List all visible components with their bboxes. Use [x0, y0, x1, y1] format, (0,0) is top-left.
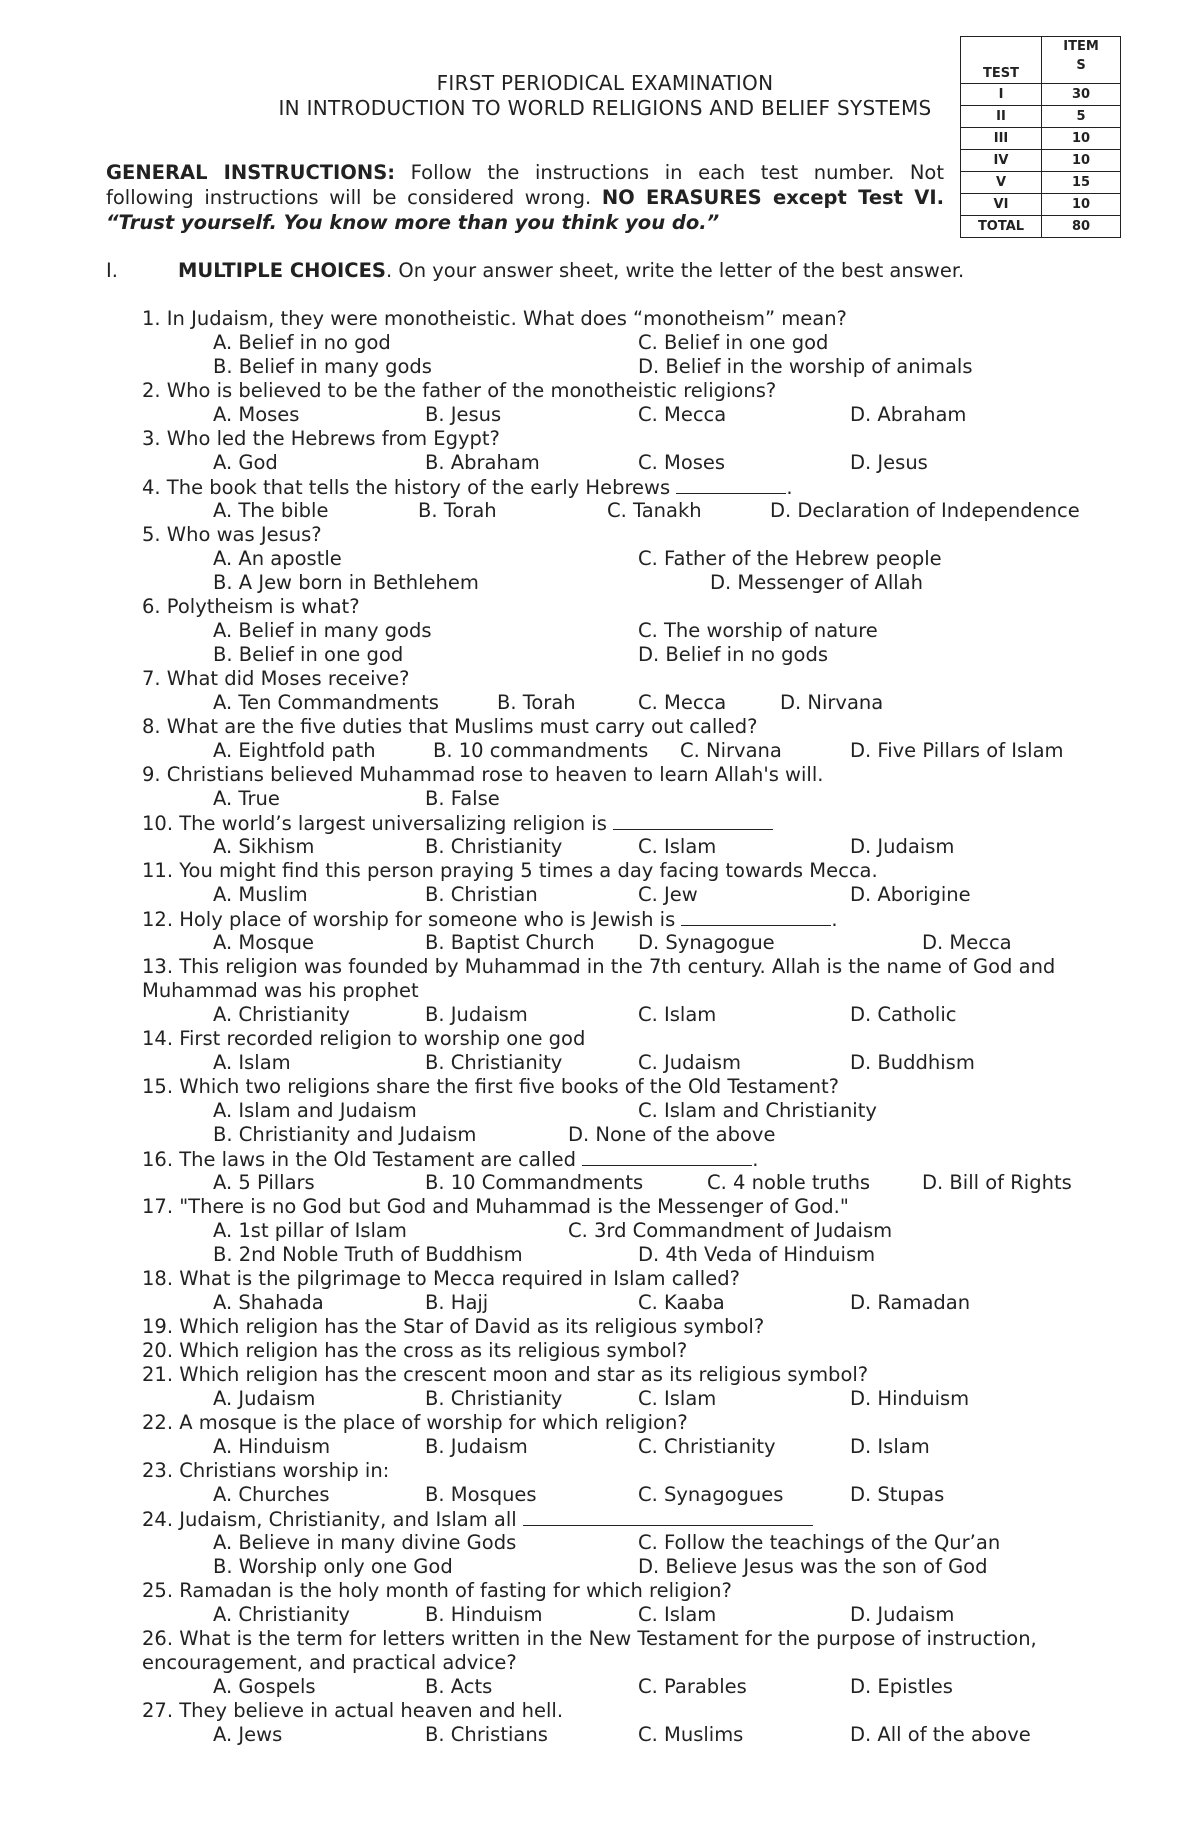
answer-blank — [613, 811, 773, 830]
answer-choice: A. Believe in many divine Gods — [213, 1531, 517, 1554]
answer-choice: A. Shahada — [213, 1291, 324, 1314]
answer-choice: B. Christian — [425, 883, 538, 906]
instructions-label: GENERAL INSTRUCTIONS: — [106, 161, 396, 184]
answer-choice: A. 5 Pillars — [213, 1171, 315, 1194]
instructions-no-erasures: NO ERASURES except Test VI. — [601, 186, 944, 209]
question-text: 3. Who led the Hebrews from Egypt? — [142, 427, 500, 450]
answer-choice: A. Jews — [213, 1723, 283, 1746]
answer-choice: D. Aborigine — [850, 883, 971, 906]
question-text: 24. Judaism, Christianity, and Islam all — [142, 1508, 523, 1531]
answer-choice: A. Churches — [213, 1483, 330, 1506]
question-text: 7. What did Moses receive? — [142, 667, 410, 690]
answer-choice: C. The worship of nature — [638, 619, 878, 642]
score-table-items: 10 — [1042, 128, 1121, 150]
answer-choice: D. None of the above — [568, 1123, 776, 1146]
answer-choice: A. True — [213, 787, 280, 810]
answer-choice: B. Worship only one God — [213, 1555, 453, 1578]
score-table-header-test: TEST — [961, 37, 1042, 84]
answer-choice: C. Nirvana — [680, 739, 782, 762]
answer-choice: B. Torah — [497, 691, 576, 714]
question-1 — [142, 307, 847, 330]
question-20 — [142, 1339, 687, 1362]
answer-choice: B. Mosques — [425, 1483, 537, 1506]
answer-choice: C. 3rd Commandment of Judaism — [568, 1219, 893, 1242]
answer-choice: A. Muslim — [213, 883, 308, 906]
section-heading — [106, 259, 964, 282]
answer-choice: A. Christianity — [213, 1603, 350, 1626]
answer-choice: D. Stupas — [850, 1483, 945, 1506]
answer-choice: A. Hinduism — [213, 1435, 331, 1458]
question-text: 22. A mosque is the place of worship for which religion? — [142, 1411, 688, 1434]
answer-choice: B. Torah — [418, 499, 497, 522]
answer-choice: D. Messenger of Allah — [710, 571, 923, 594]
question-3 — [142, 427, 500, 450]
question-24 — [142, 1507, 813, 1531]
answer-choice: B. Baptist Church — [425, 931, 595, 954]
question-text: 18. What is the pilgrimage to Mecca required in Islam called? — [142, 1267, 740, 1290]
answer-choice: C. Tanakh — [607, 499, 702, 522]
question-text: 21. Which religion has the crescent moon and star as its religious symbol? — [142, 1363, 869, 1386]
answer-choice: B. Christianity and Judaism — [213, 1123, 477, 1146]
score-table-items: 10 — [1042, 150, 1121, 172]
question-13 — [142, 955, 1127, 1003]
score-table-test: V — [961, 172, 1042, 194]
score-table-items: 5 — [1042, 106, 1121, 128]
question-text: 9. Christians believed Muhammad rose to heaven to learn Allah's will. — [142, 763, 824, 786]
answer-choice: D. Epistles — [850, 1675, 953, 1698]
question-4: 4. The book that tells the history of the early Hebrews . — [142, 476, 793, 499]
answer-choice: C. Synagogues — [638, 1483, 784, 1506]
question-text: 25. Ramadan is the holy month of fasting for which religion? — [142, 1579, 732, 1602]
question-text: 19. Which religion has the Star of David as its religious symbol? — [142, 1315, 765, 1338]
answer-choice: B. False — [425, 787, 500, 810]
section-instruction: . On your answer sheet, write the letter of the best answer. — [385, 259, 965, 282]
answer-choice: A. Christianity — [213, 1003, 350, 1026]
answer-choice: A. An apostle — [213, 547, 342, 570]
answer-choice: D. Hinduism — [850, 1387, 970, 1410]
answer-choice: D. Judaism — [850, 835, 955, 858]
question-text: 1. In Judaism, they were monotheistic. What does “monotheism” mean? — [142, 307, 847, 330]
answer-choice: C. Parables — [638, 1675, 747, 1698]
answer-choice: D. Ramadan — [850, 1291, 971, 1314]
instructions-quote: “Trust yourself. You know more than you think you do.” — [106, 211, 720, 234]
answer-choice: D. Belief in no gods — [638, 643, 828, 666]
answer-choice: D. Five Pillars of Islam — [850, 739, 1064, 762]
answer-choice: A. Moses — [213, 403, 300, 426]
score-table — [960, 36, 1121, 238]
answer-choice: C. Islam — [638, 1003, 717, 1026]
score-table-test: IV — [961, 150, 1042, 172]
question-text: 4. The book that tells the history of the early Hebrews — [142, 476, 677, 499]
question-text: 15. Which two religions share the first five books of the Old Testament? — [142, 1075, 840, 1098]
answer-choice: B. Belief in one god — [213, 643, 404, 666]
answer-choice: B. Acts — [425, 1675, 493, 1698]
answer-choice: D. 4th Veda of Hinduism — [638, 1243, 876, 1266]
answer-choice: A. Gospels — [213, 1675, 316, 1698]
score-table-test: III — [961, 128, 1042, 150]
answer-choice: C. Father of the Hebrew people — [638, 547, 942, 570]
answer-choice: D. Islam — [850, 1435, 930, 1458]
answer-choice: B. Christians — [425, 1723, 548, 1746]
answer-choice: B. Jesus — [425, 403, 502, 426]
question-11 — [142, 859, 878, 882]
answer-choice: C. Islam — [638, 1603, 717, 1626]
question-text: 2. Who is believed to be the father of the monotheistic religions? — [142, 379, 777, 402]
answer-choice: A. 1st pillar of Islam — [213, 1219, 407, 1242]
answer-choice: D. Believe Jesus was the son of God — [638, 1555, 988, 1578]
score-table-total-label: TOTAL — [961, 216, 1042, 238]
score-table-total: 80 — [1042, 216, 1121, 238]
question-text: 20. Which religion has the cross as its religious symbol? — [142, 1339, 688, 1362]
answer-choice: B. A Jew born in Bethlehem — [213, 571, 479, 594]
question-19 — [142, 1315, 764, 1338]
question-12: 12. Holy place of worship for someone who is Jewish is . — [142, 908, 838, 931]
answer-choice: D. Mecca — [922, 931, 1012, 954]
answer-choice: B. Christianity — [425, 1387, 563, 1410]
answer-choice: B. 10 commandments — [433, 739, 649, 762]
answer-choice: D. Declaration of Independence — [770, 499, 1080, 522]
answer-choice: D. Bill of Rights — [922, 1171, 1072, 1194]
question-text: 11. You might find this person praying 5 times a day facing towards Mecca. — [142, 859, 878, 882]
answer-choice: C. Kaaba — [638, 1291, 725, 1314]
general-instructions — [106, 160, 944, 235]
answer-choice: A. Islam — [213, 1051, 291, 1074]
score-table-test: VI — [961, 194, 1042, 216]
exam-title: FIRST PERIODICAL EXAMINATION — [436, 71, 774, 95]
answer-choice: B. Belief in many gods — [213, 355, 432, 378]
question-text: 14. First recorded religion to worship one god — [142, 1027, 586, 1050]
answer-choice: C. Belief in one god — [638, 331, 829, 354]
answer-choice: D. Synagogue — [638, 931, 775, 954]
answer-choice: C. Muslims — [638, 1723, 744, 1746]
question-14 — [142, 1027, 585, 1050]
section-title: MULTIPLE CHOICES — [178, 259, 386, 282]
answer-choice: D. Belief in the worship of animals — [638, 355, 973, 378]
question-5 — [142, 523, 322, 546]
answer-choice: A. Ten Commandments — [213, 691, 439, 714]
answer-choice: A. Islam and Judaism — [213, 1099, 417, 1122]
score-table-items: 10 — [1042, 194, 1121, 216]
answer-choice: C. Christianity — [638, 1435, 776, 1458]
answer-choice: B. Abraham — [425, 451, 540, 474]
section-number: I. — [106, 259, 118, 282]
question-8 — [142, 715, 758, 738]
question-27 — [142, 1699, 563, 1722]
answer-choice: C. Islam — [638, 835, 717, 858]
question-text: 10. The world’s largest universalizing religion is — [142, 812, 614, 835]
question-22 — [142, 1411, 688, 1434]
exam-subject: IN INTRODUCTION TO WORLD RELIGIONS AND BELIEF SYSTEMS — [278, 96, 932, 120]
score-table-header-items — [1042, 37, 1121, 84]
question-23 — [142, 1459, 389, 1482]
instructions-text: Follow the instructions in each test number. Not following instructions will be considered wrong. — [106, 161, 945, 209]
question-text: 8. What are the five duties that Muslims must carry out called? — [142, 715, 758, 738]
question-17 — [142, 1195, 849, 1218]
answer-choice: D. Nirvana — [780, 691, 884, 714]
answer-choice: D. Judaism — [850, 1603, 955, 1626]
answer-choice: D. Catholic — [850, 1003, 957, 1026]
question-text: 5. Who was Jesus? — [142, 523, 322, 546]
answer-choice: A. Sikhism — [213, 835, 315, 858]
answer-choice: B. 10 Commandments — [425, 1171, 644, 1194]
answer-choice: A. Mosque — [213, 931, 315, 954]
answer-choice: D. Jesus — [850, 451, 928, 474]
question-16: 16. The laws in the Old Testament are called . — [142, 1148, 759, 1171]
question-text: 27. They believe in actual heaven and hell. — [142, 1699, 564, 1722]
score-table-items: 15 — [1042, 172, 1121, 194]
question-7 — [142, 667, 410, 690]
answer-blank — [681, 907, 831, 926]
question-6 — [142, 595, 360, 618]
question-26 — [142, 1627, 1127, 1675]
answer-choice: C. Follow the teachings of the Qur’an — [638, 1531, 1001, 1554]
answer-choice: C. Mecca — [638, 403, 727, 426]
answer-choice: A. Belief in many gods — [213, 619, 432, 642]
question-text: 26. What is the term for letters written in the New Testament for the purpose of instruction, encouragement, and practical advice? — [142, 1627, 1037, 1674]
score-table-header-items-label: ITEM S — [1063, 39, 1099, 73]
answer-choice: B. Christianity — [425, 835, 563, 858]
question-text: 13. This religion was founded by Muhammad in the 7th century. Allah is the name of God and Muhammad was his prophet — [142, 955, 1056, 1002]
answer-choice: D. Buddhism — [850, 1051, 975, 1074]
answer-choice: B. Judaism — [425, 1435, 528, 1458]
question-text: 16. The laws in the Old Testament are called — [142, 1148, 583, 1171]
question-text: 23. Christians worship in: — [142, 1459, 390, 1482]
answer-choice: A. Belief in no god — [213, 331, 391, 354]
answer-choice: C. Moses — [638, 451, 726, 474]
question-text: 12. Holy place of worship for someone who is Jewish is — [142, 908, 682, 931]
answer-choice: C. Islam and Christianity — [638, 1099, 877, 1122]
answer-choice: A. Eightfold path — [213, 739, 376, 762]
question-9 — [142, 763, 823, 786]
question-text: 17. "There is no God but God and Muhammad is the Messenger of God." — [142, 1195, 849, 1218]
answer-choice: B. Judaism — [425, 1003, 528, 1026]
answer-choice: D. All of the above — [850, 1723, 1031, 1746]
answer-blank — [676, 475, 786, 494]
answer-choice: C. Mecca — [638, 691, 727, 714]
answer-blank — [523, 1507, 813, 1526]
answer-choice: A. Judaism — [213, 1387, 316, 1410]
question-18 — [142, 1267, 740, 1290]
score-table-test: I — [961, 84, 1042, 106]
answer-choice: B. 2nd Noble Truth of Buddhism — [213, 1243, 523, 1266]
answer-choice: C. Judaism — [638, 1051, 742, 1074]
question-25 — [142, 1579, 732, 1602]
answer-choice: D. Abraham — [850, 403, 967, 426]
question-21 — [142, 1363, 868, 1386]
answer-choice: C. 4 noble truths — [707, 1171, 871, 1194]
question-10 — [142, 811, 773, 835]
answer-choice: C. Islam — [638, 1387, 717, 1410]
score-table-test: II — [961, 106, 1042, 128]
answer-choice: A. God — [213, 451, 278, 474]
answer-choice: A. The bible — [213, 499, 329, 522]
answer-choice: B. Christianity — [425, 1051, 563, 1074]
question-2 — [142, 379, 776, 402]
answer-blank — [582, 1147, 752, 1166]
answer-choice: C. Jew — [638, 883, 698, 906]
answer-choice: B. Hinduism — [425, 1603, 543, 1626]
score-table-items: 30 — [1042, 84, 1121, 106]
question-15 — [142, 1075, 839, 1098]
answer-choice: B. Hajj — [425, 1291, 489, 1314]
question-text: 6. Polytheism is what? — [142, 595, 360, 618]
